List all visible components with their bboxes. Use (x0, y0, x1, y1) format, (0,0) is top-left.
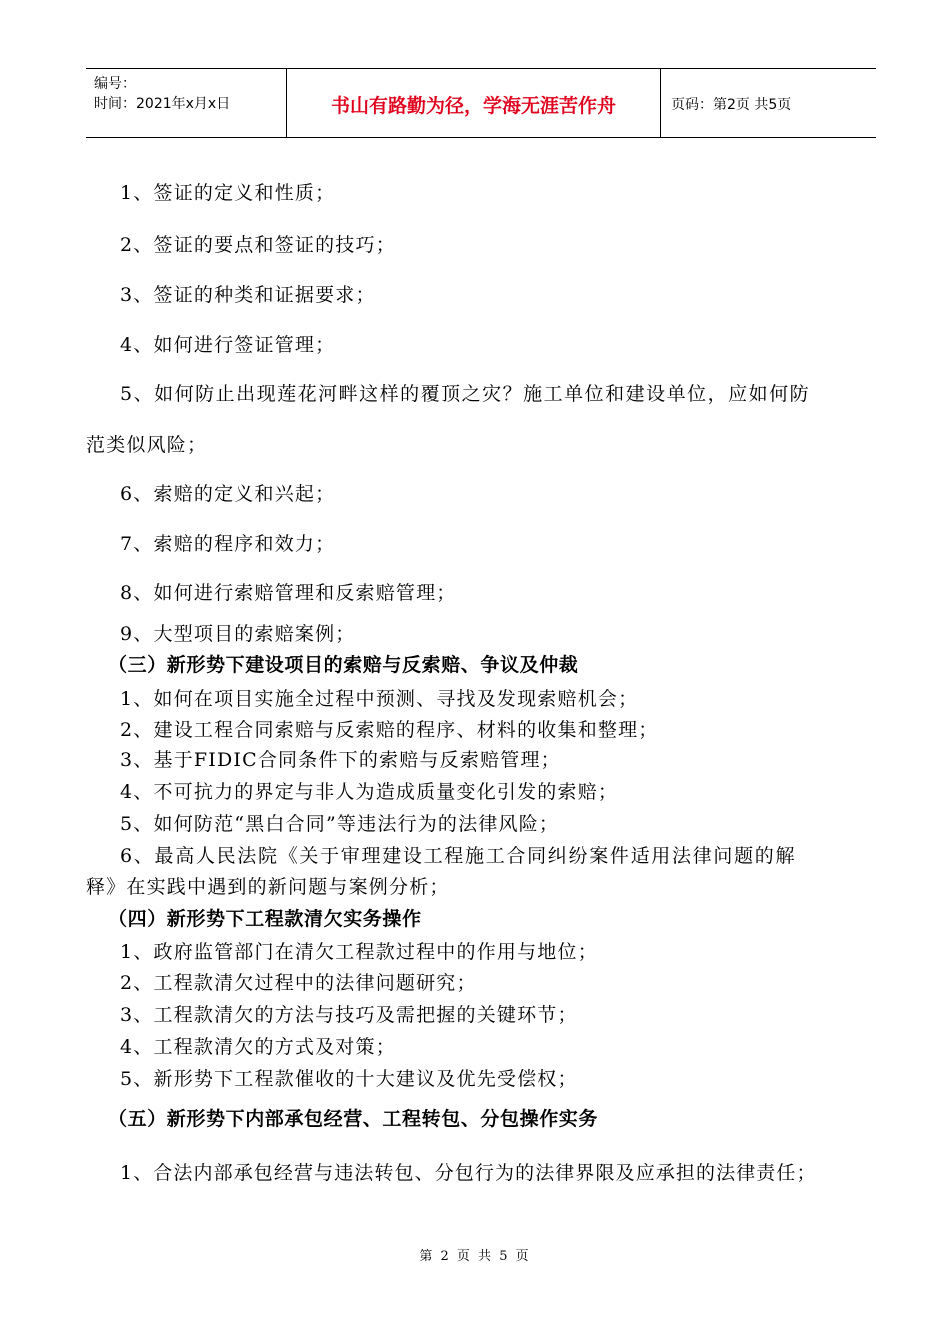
list-item: 4、工程款清欠的方式及对策； (120, 1036, 396, 1058)
list-item: 2、签证的要点和签证的技巧； (120, 234, 396, 256)
list-item: 8、如何进行索赔管理和反索赔管理； (120, 582, 457, 604)
list-item: 1、合法内部承包经营与违法转包、分包行为的法律界限及应承担的法律责任； (120, 1162, 817, 1184)
list-item: 1、如何在项目实施全过程中预测、寻找及发现索赔机会； (120, 688, 639, 710)
list-item: 5、如何防范“黑白合同”等违法行为的法律风险； (120, 813, 560, 835)
header-page-cell (661, 69, 876, 137)
list-item-line: 释》在实践中遇到的新问题与案例分析； (86, 876, 450, 898)
list-item: 3、工程款清欠的方法与技巧及需把握的关键环节； (120, 1004, 578, 1026)
list-item: 3、基于FIDIC合同条件下的索赔与反索赔管理； (120, 749, 561, 771)
page-footer: 第 2 页 共 5 页 (419, 1249, 531, 1264)
section-heading: （五）新形势下内部承包经营、工程转包、分包操作实务 (108, 1108, 599, 1130)
list-item: 1、签证的定义和性质； (120, 182, 336, 204)
document-number-label: 编号： (94, 76, 136, 92)
list-item: 2、工程款清欠过程中的法律问题研究； (120, 972, 477, 994)
section-heading: （四）新形势下工程款清欠实务操作 (108, 908, 422, 930)
list-item: 1、政府监管部门在清欠工程款过程中的作用与地位； (120, 941, 598, 963)
document-time-label: 时间：2021年x月x日 (94, 96, 231, 112)
section-heading: （三）新形势下建设项目的索赔与反索赔、争议及仲裁 (108, 654, 579, 676)
list-item-line: 5、如何防止出现莲花河畔这样的覆顶之灾？施工单位和建设单位，应如何防 (120, 383, 811, 405)
list-item: 9、大型项目的索赔案例； (120, 623, 356, 645)
list-item: 5、新形势下工程款催收的十大建议及优先受偿权； (120, 1068, 578, 1090)
header-meta-cell (86, 69, 287, 137)
list-item-line: 范类似风险； (86, 434, 208, 456)
list-item: 7、索赔的程序和效力； (120, 533, 336, 555)
list-item: 3、签证的种类和证据要求； (120, 284, 376, 306)
list-item-line: 6、最高人民法院《关于审理建设工程施工合同纠纷案件适用法律问题的解 (120, 845, 797, 867)
page-header (86, 68, 876, 138)
header-motto-cell (287, 69, 661, 137)
list-item: 6、索赔的定义和兴起； (120, 483, 336, 505)
list-item: 4、如何进行签证管理； (120, 334, 336, 356)
list-item: 4、不可抗力的界定与非人为造成质量变化引发的索赔； (120, 781, 619, 803)
header-motto: 书山有路勤为径，学海无涯苦作舟 (330, 95, 616, 117)
list-item: 2、建设工程合同索赔与反索赔的程序、材料的收集和整理； (120, 719, 659, 741)
header-page-number: 页码：第2页 共5页 (671, 97, 792, 113)
